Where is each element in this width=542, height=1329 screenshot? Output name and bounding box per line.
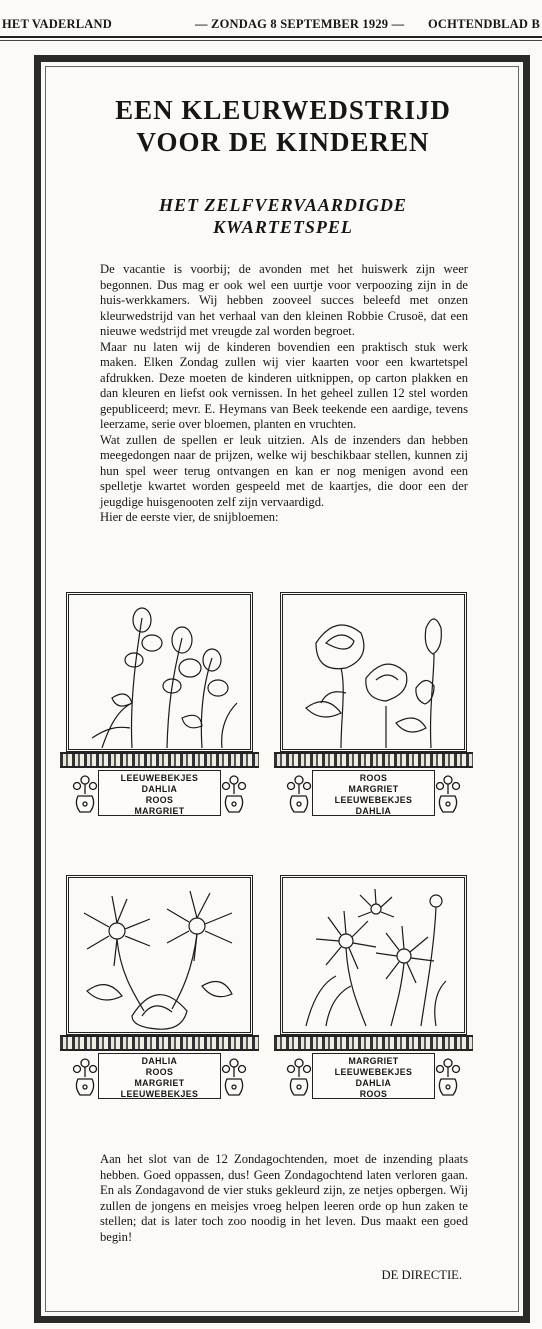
card-line: LEEUWEBEKJES: [334, 795, 413, 805]
card-ornament-band: [274, 1035, 473, 1051]
card-line: ROOS: [145, 795, 174, 805]
vase-ornament-icon: [72, 774, 98, 814]
article-title: [48, 94, 518, 158]
card-label: [312, 1053, 435, 1099]
card-ornament-band: [274, 752, 473, 768]
flower-illustration-icon: [286, 598, 461, 748]
quartet-card-roos: [280, 592, 467, 816]
header-rule: [0, 36, 542, 38]
signature: DE DIRECTIE.: [381, 1268, 462, 1282]
subtitle-line-2: KWARTETSPEL: [213, 217, 353, 237]
vase-ornament-icon: [221, 774, 247, 814]
card-line: ROOS: [359, 1089, 388, 1099]
flower-illustration-icon: [286, 881, 461, 1031]
title-line-1: EEN KLEURWEDSTRIJD: [115, 95, 451, 125]
dash-left: —: [195, 17, 208, 31]
newspaper-header: [0, 0, 542, 40]
paragraph: Hier de eerste vier, de snijbloemen:: [100, 510, 279, 524]
subtitle-line-1: HET ZELFVERVAARDIGDE: [159, 195, 407, 215]
flower-illustration-icon: [72, 598, 247, 748]
card-label: [312, 770, 435, 816]
card-line: MARGRIET: [134, 1078, 185, 1088]
card-ornament-band: [60, 1035, 259, 1051]
card-line: LEEUWEBEKJES: [120, 1089, 199, 1099]
card-line: DAHLIA: [141, 1056, 178, 1066]
quartet-card-leeuwebekjes: [66, 592, 253, 816]
card-line: LEEUWEBEKJES: [334, 1067, 413, 1077]
card-line: MARGRIET: [134, 806, 185, 816]
card-label: [98, 1053, 221, 1099]
card-ornament-band: [60, 752, 259, 768]
vase-ornament-icon: [221, 1057, 247, 1097]
paragraph: Wat zullen de spellen er leuk uitzien. Als de inzenders dan hebben meegedongen naar de prijzen, welke wij beschikbaar stellen, kunnen zij hun spel weer terug ontvangen en kan er nog menigen avond een spelletje kwartet worden gespeeld met de kaartjes, die door een der jeugdige huisgenooten zelf zijn vervaardigd.: [100, 432, 468, 509]
article-intro: [100, 262, 468, 526]
issue-date-text: ZONDAG 8 SEPTEMBER 1929: [211, 17, 389, 31]
dash-right: —: [391, 17, 405, 31]
vase-ornament-icon: [286, 1057, 312, 1097]
card-line: LEEUWEBEKJES: [120, 773, 199, 783]
card-label: [98, 770, 221, 816]
header-rule-thin: [0, 40, 542, 41]
card-line: DAHLIA: [355, 1078, 392, 1088]
quartet-card-margriet: [280, 875, 467, 1099]
title-line-2: VOOR DE KINDEREN: [136, 127, 430, 157]
paragraph: De vacantie is voorbij; de avonden met het huiswerk zijn weer begonnen. Dus mag er ook wel een uurtje voor verpoozing zijn in de huis-werkkamers. Wij hebben zooveel succes beleefd met onzen kleurwedstrijd van het verhaal van den kleinen Robbie Crusoë, dat een nieuwe wedstrijd met vreugde zal worden begroet.: [100, 262, 468, 338]
edition-label: OCHTENDBLAD B: [428, 17, 540, 31]
vase-ornament-icon: [435, 1057, 461, 1097]
card-line: DAHLIA: [355, 806, 392, 816]
quartet-card-dahlia: [66, 875, 253, 1099]
card-line: ROOS: [145, 1067, 174, 1077]
card-line: MARGRIET: [348, 1056, 399, 1066]
article-subtitle: [48, 194, 518, 238]
article-closing: Aan het slot van de 12 Zondagochtenden, moet de inzending plaats hebben. Goed oppassen, dus! Geen Zondagochtend laten verloren gaan. En als Zondagavond de vier stuks gekleurd zijn, ze netjes opbergen. Wij zullen de jongens en meisjes vroeg helpen leeren orde op hun zaken te stellen; dat is later toch zoo noodig in het leven. Dus maakt een goed begin!: [100, 1152, 468, 1244]
paper-name: HET VADERLAND: [2, 17, 112, 31]
vase-ornament-icon: [435, 774, 461, 814]
flower-illustration-icon: [72, 881, 247, 1031]
card-line: DAHLIA: [141, 784, 178, 794]
vase-ornament-icon: [286, 774, 312, 814]
issue-date: [195, 17, 404, 32]
paragraph: Maar nu laten wij de kinderen bovendien een praktisch stuk werk maken. Elken Zondag zullen wij vier kaarten voor een kwartetspel afdrukken. Deze moeten de kinderen uitknippen, op carton plakken en dan kleuren en liefst ook vernissen. In het geheel zullen 12 stel worden gepubliceerd; mevr. E. Heymans van Beek teekende een aardige, tevens leerzame, serie over bloemen, planten en vruchten.: [100, 339, 468, 431]
vase-ornament-icon: [72, 1057, 98, 1097]
card-line: MARGRIET: [348, 784, 399, 794]
card-line: ROOS: [359, 773, 388, 783]
